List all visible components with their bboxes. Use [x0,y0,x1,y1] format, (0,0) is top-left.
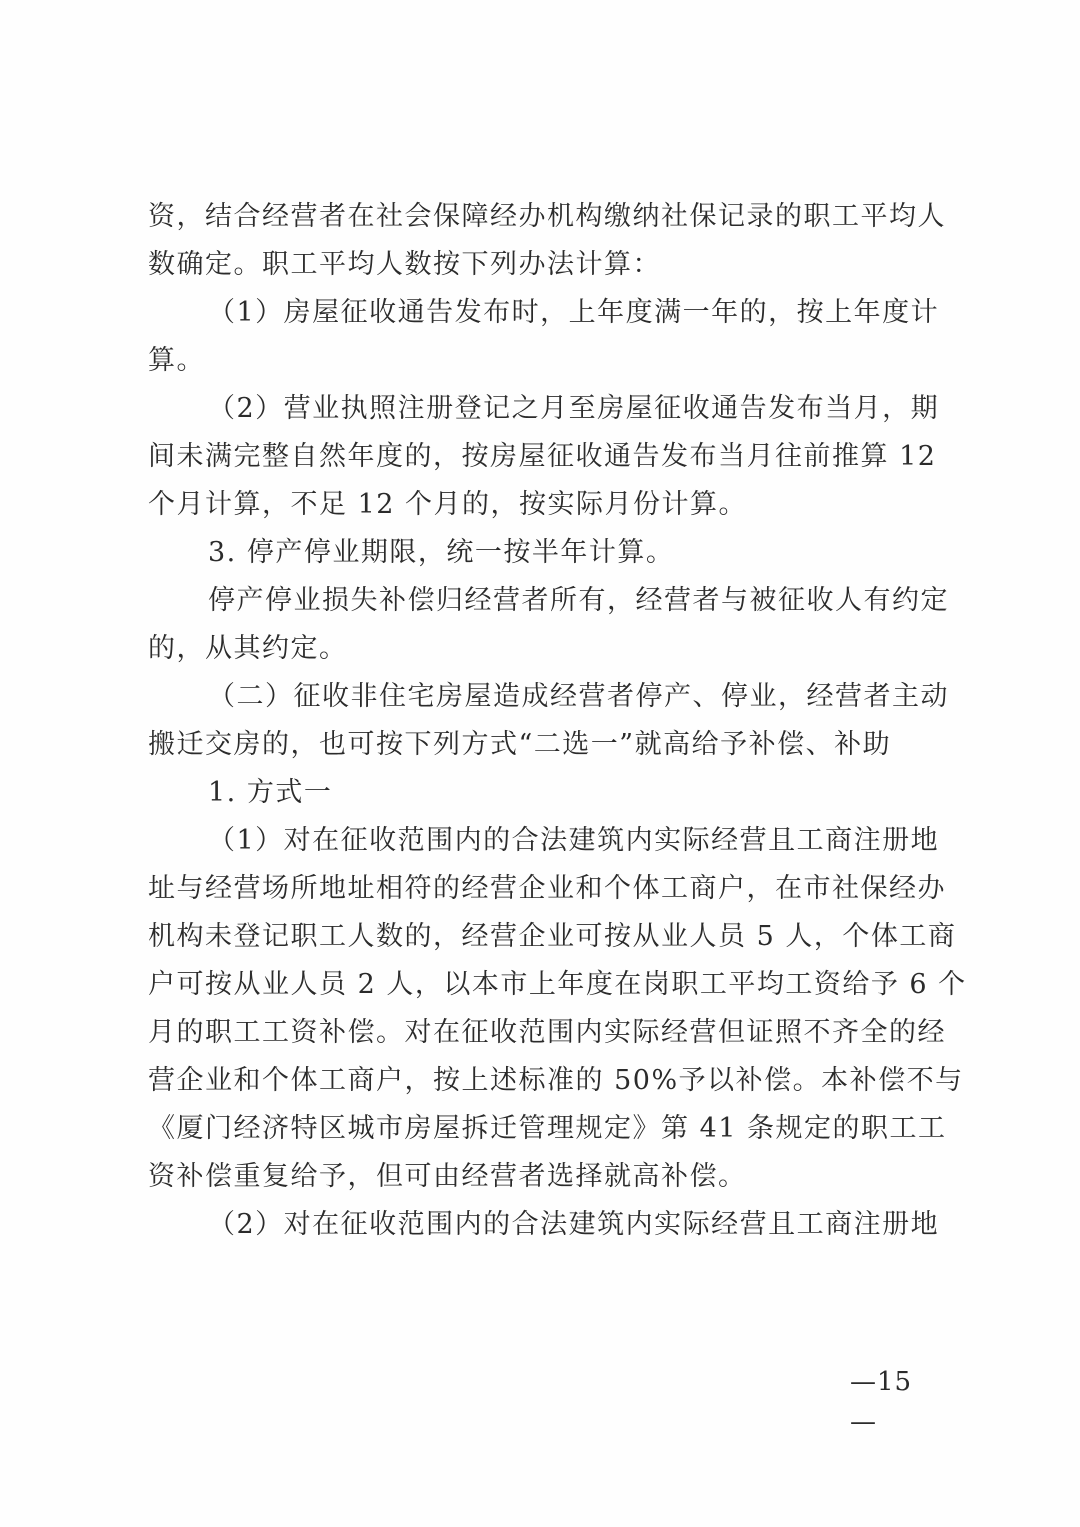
text-line: 营企业和个体工商户，按上述标准的 50%予以补偿。本补偿不与 [148,1065,964,1096]
text-line: 《厦门经济特区城市房屋拆迁管理规定》第 41 条规定的职工工 [148,1113,947,1144]
text-line: （二）征收非住宅房屋造成经营者停产、停业，经营者主动 [208,681,949,712]
text-line: 月的职工工资补偿。对在征收范围内实际经营但证照不齐全的经 [148,1017,946,1048]
text-line: （2）营业执照注册登记之月至房屋征收通告发布当月，期 [208,393,940,424]
text-line: （1）房屋征收通告发布时，上年度满一年的，按上年度计 [208,297,940,328]
text-line: 资，结合经营者在社会保障经办机构缴纳社保记录的职工平均人 [148,201,946,232]
text-line: 个月计算，不足 12 个月的，按实际月份计算。 [148,489,748,520]
text-line: 停产停业损失补偿归经营者所有，经营者与被征收人有约定 [208,585,949,616]
text-line: （1）对在征收范围内的合法建筑内实际经营且工商注册地 [208,825,940,856]
text-line: 3. 停产停业期限，统一按半年计算。 [208,537,675,568]
text-line: 户可按从业人员 2 人，以本市上年度在岗职工平均工资给予 6 个 [148,969,967,1000]
text-line: （2）对在征收范围内的合法建筑内实际经营且工商注册地 [208,1209,940,1240]
text-line: 数确定。职工平均人数按下列办法计算： [148,249,661,280]
text-line: 算。 [148,345,205,376]
text-line: 的，从其约定。 [148,633,348,664]
document-body [148,193,967,1249]
text-line: 搬迁交房的，也可按下列方式“二选一”就高给予补偿、补助 [148,729,892,760]
text-line: 址与经营场所地址相符的经营企业和个体工商户，在市社保经办 [148,873,946,904]
page-number: —15— [850,1367,913,1437]
text-line: 资补偿重复给予，但可由经营者选择就高补偿。 [148,1161,747,1192]
text-line: 机构未登记职工人数的，经营企业可按从业人员 5 人，个体工商 [148,921,957,952]
text-line: 间未满完整自然年度的，按房屋征收通告发布当月往前推算 12 [148,441,937,472]
text-line: 1. 方式一 [208,777,333,808]
